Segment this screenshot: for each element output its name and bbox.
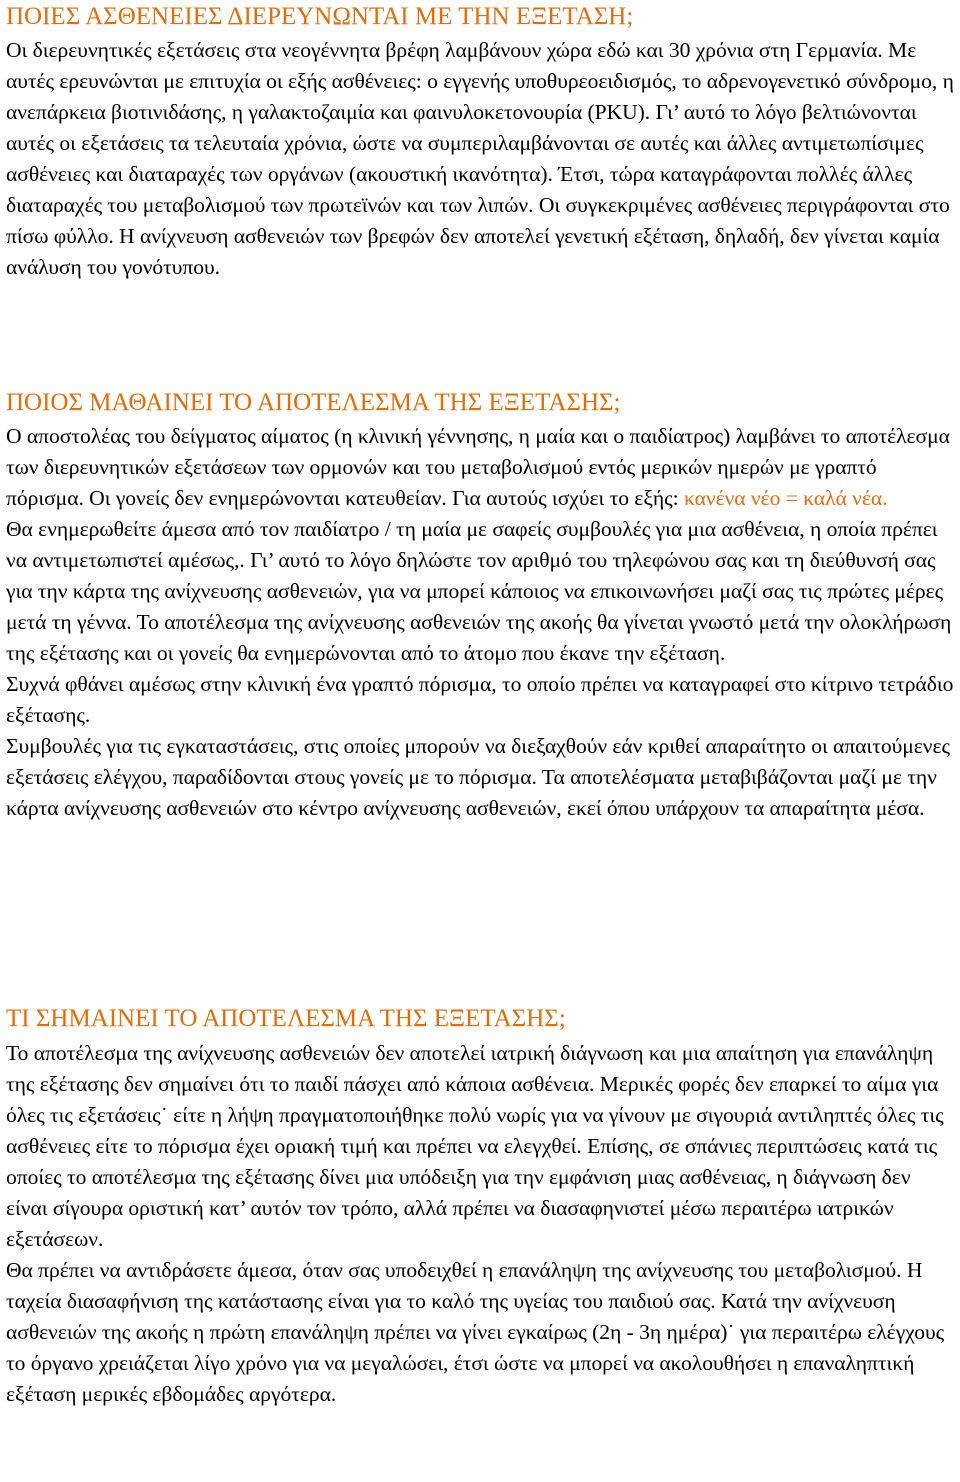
section-heading: ΠΟΙΕΣ ΑΣΘΕΝΕΙΕΣ ΔΙΕΡΕΥΝΩΝΤΑΙ ΜΕ ΤΗΝ ΕΞΕΤΑΣΗ; (6, 3, 634, 30)
section-heading: ΠΟΙΟΣ ΜΑΘΑΙΝΕΙ ΤΟ ΑΠΟΤΕΛΕΣΜΑ ΤΗΣ ΕΞΕΤΑΣΗΣ; (6, 389, 621, 416)
section-what-result-means (6, 1004, 954, 1410)
section-heading: ΤΙ ΣΗΜΑΙΝΕΙ ΤΟ ΑΠΟΤΕΛΕΣΜΑ ΤΗΣ ΕΞΕΤΑΣΗΣ; (6, 1005, 566, 1032)
highlighted-phrase: κανένα νέο = καλά νέα. (683, 486, 888, 510)
section-paragraph: Θα ενημερωθείτε άμεσα από τον παιδίατρο / τη μαία με σαφείς συμβουλές για μια ασθένεια, η οποία πρέπει να αντιμετωπιστεί αμέσως,. Γι’ αυτό το λόγο δηλώστε τον αριθμό του τηλεφώνου σας και τη διεύθυνσή σας για την κάρτα της ανίχνευσης ασθενειών, για να μπορεί κάποιος να επικοινωνήσει μαζί σας τις πρώτες μέρες μετά τη γέννα. Το αποτέλεσμα της ανίχνευσης ασθενειών της ακοής θα γίνεται γνωστό μετά την ολοκλήρωση της εξέτασης και οι γονείς θα ενημερώνονται από το άτομο που έκανε την εξέταση. (6, 517, 952, 665)
section-paragraph: Συμβουλές για τις εγκαταστάσεις, στις οποίες μπορούν να διεξαχθούν εάν κριθεί απαραίτητο οι απαιτούμενες εξετάσεις ελέγχου, παραδίδονται στους γονείς με το πόρισμα. Τα αποτελέσματα μεταβιβάζονται μαζί με την κάρτα ανίχνευσης ασθενειών στο κέντρο ανίχνευσης ασθενειών, εκεί όπου υπάρχουν τα απαραίτητα μέσα. (6, 734, 950, 820)
section-diseases-examined (6, 2, 954, 283)
paragraph-text: Ο αποστολέας του δείγματος αίματος (η κλινική γέννησης, η μαία και ο παιδίατρος) λαμβάνει το αποτέλεσμα των διερευνητικών εξετάσεων των ορμονών και του μεταβολισμού εντός μερικών ημερών με γραπτό πόρισμα. Οι γονείς δεν ενημερώνονται κατευθείαν. Για αυτούς ισχύει το εξής: (6, 424, 950, 510)
section-paragraph: Συχνά φθάνει αμέσως στην κλινική ένα γραπτό πόρισμα, το οποίο πρέπει να καταγραφεί στο κίτρινο τετράδιο εξέτασης. (6, 672, 954, 727)
section-paragraph: Θα πρέπει να αντιδράσετε άμεσα, όταν σας υποδειχθεί η επανάληψη της ανίχνευσης του μεταβολισμού. Η ταχεία διασαφήνιση της κατάστασης είναι για το καλό της υγείας του παιδιού σας. Κατά την ανίχνευση ασθενειών της ακοής η πρώτη επανάληψη πρέπει να γίνει εγκαίρως (2η - 3η ημέρα)˙ για περαιτέρω ελέγχους το όργανο χρειάζεται λίγο χρόνο για να μεγαλώσει, έτσι ώστε να μπορεί να ακολουθήσει η επαναληπτική εξέταση μερικές εβδομάδες αργότερα. (6, 1258, 945, 1406)
section-paragraph (6, 421, 954, 514)
section-paragraph: Το αποτέλεσμα της ανίχνευσης ασθενειών δεν αποτελεί ιατρική διάγνωση και μια απαίτηση για επανάληψη της εξέτασης δεν σημαίνει ότι το παιδί πάσχει από κάποια ασθένεια. Μερικές φορές δεν επαρκεί το αίμα για όλες τις εξετάσεις˙ είτε η λήψη πραγματοποιήθηκε πολύ νωρίς για να γίνουν με σιγουριά αντιληπτές όλες τις ασθένειες είτε το πόρισμα έχει οριακή τιμή και πρέπει να ελεγχθεί. Επίσης, σε σπάνιες περιπτώσεις κατά τις οποίες το αποτέλεσμα της εξέτασης δίνει μια υπόδειξη για την εμφάνιση μιας ασθένειας, η διάγνωση δεν είναι σίγουρα οριστική κατ’ αυτόν τον τρόπο, αλλά πρέπει να διασαφηνιστεί μέσω περαιτέρω ιατρικών εξετάσεων. (6, 1041, 944, 1251)
section-who-learns-result (6, 388, 954, 824)
section-paragraph: Οι διερευνητικές εξετάσεις στα νεογέννητα βρέφη λαμβάνουν χώρα εδώ και 30 χρόνια στη Γερμανία. Με αυτές ερευνώνται με επιτυχία οι εξής ασθένειες: ο εγγενής υποθυρεοειδισμός, το αδρενογενετικό σύνδρομο, η ανεπάρκεια βιοτινιδάσης, η γαλακτοζαιμία και φαινυλοκετονουρία (PKU). Γι’ αυτό το λόγο βελτιώνονται αυτές οι εξετάσεις τα τελευταία χρόνια, ώστε να συμπεριλαμβάνονται σε αυτές και άλλες αντιμετωπίσιμες ασθένειες και διαταραχές των οργάνων (ακουστική ικανότητα). Έτσι, τώρα καταγράφονται πολλές άλλες διαταραχές του μεταβολισμού των πρωτεϊνών και των λιπών. Οι συγκεκριμένες ασθένειες περιγράφονται στο πίσω φύλλο. Η ανίχνευση ασθενειών των βρεφών δεν αποτελεί γενετική εξέταση, δηλαδή, δεν γίνεται καμία ανάλυση του γονότυπου. (6, 38, 954, 279)
